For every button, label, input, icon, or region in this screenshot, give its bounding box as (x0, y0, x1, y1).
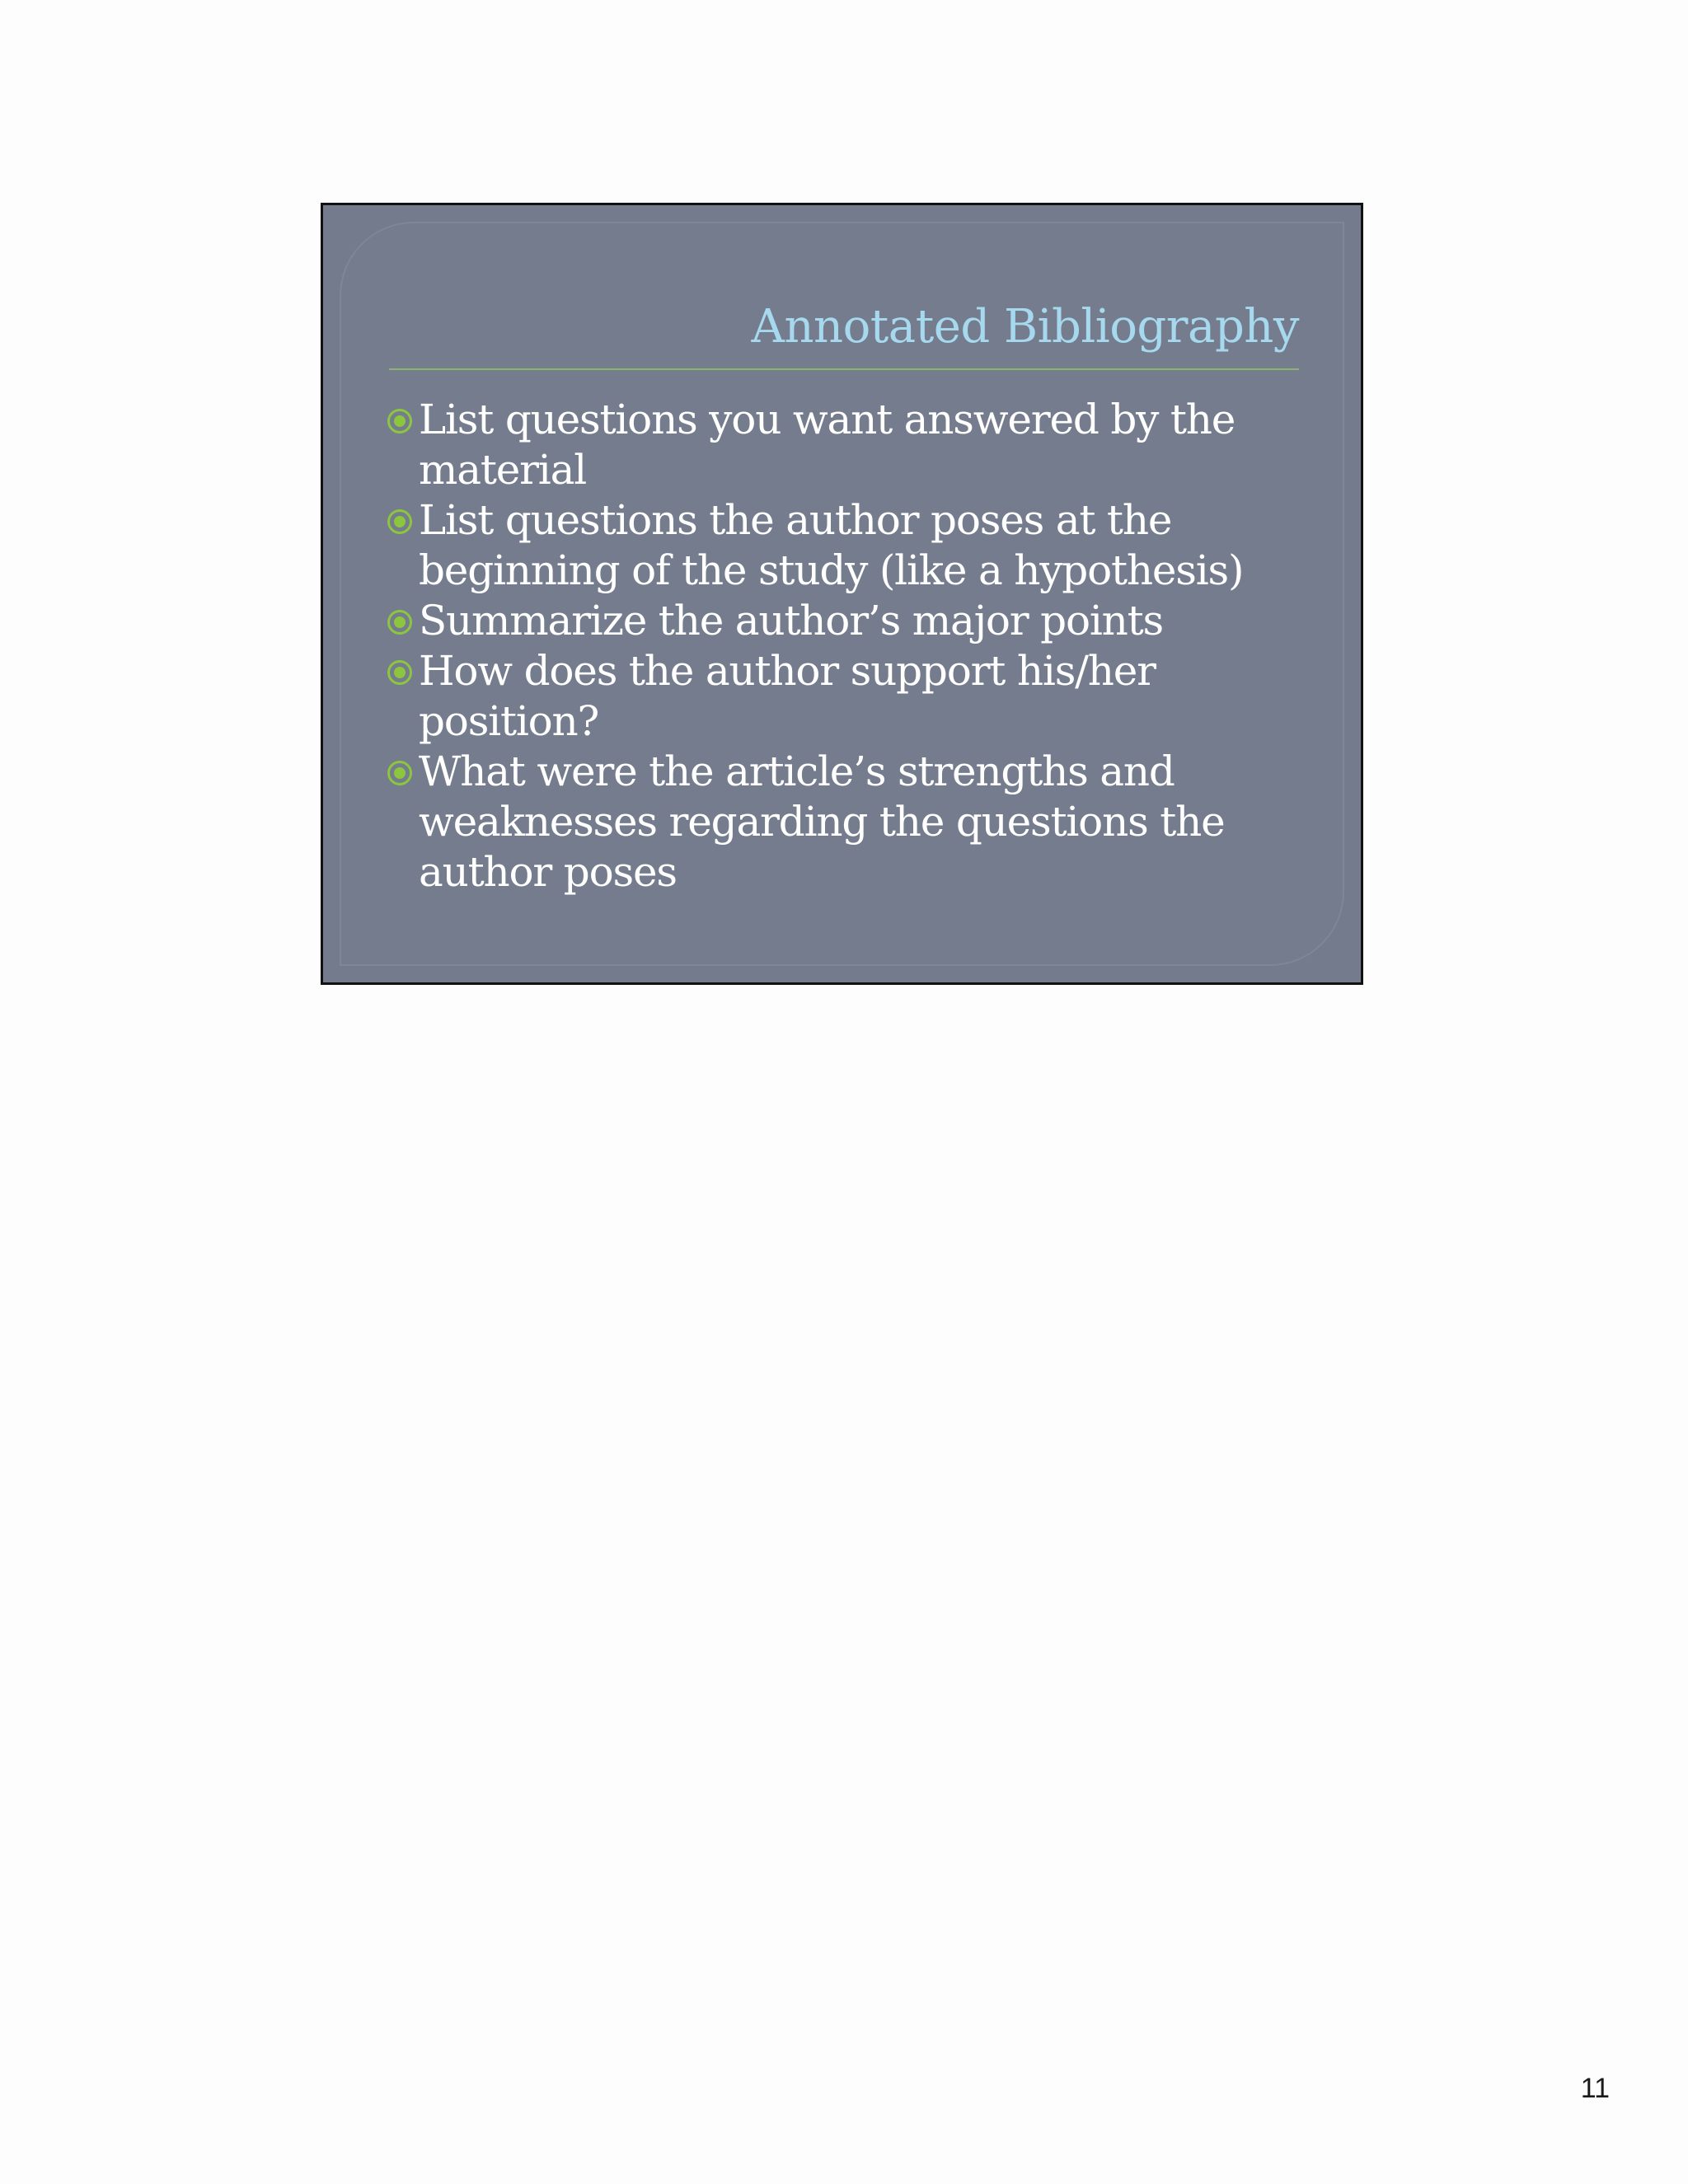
bullet-text: List questions you want answered by the material (419, 396, 1236, 494)
bullet-text: List questions the author poses at the beginning of the study (like a hypothesis) (419, 496, 1244, 594)
bullet-text: What were the article’s strengths and weaknesses regarding the questions the author poses (419, 748, 1225, 896)
bullet-item (387, 395, 1311, 495)
circled-dot-bullet-icon (387, 610, 412, 635)
circled-dot-bullet-icon (387, 409, 412, 434)
bullet-item (387, 747, 1311, 898)
bullet-item (387, 495, 1311, 596)
bullet-text: Summarize the author’s major points (419, 597, 1164, 644)
bullet-text: How does the author support his/her position? (419, 647, 1156, 745)
circled-dot-bullet-icon (387, 761, 412, 785)
page-number: 11 (1580, 2073, 1610, 2104)
bullet-item (387, 646, 1311, 747)
slide-title: Annotated Bibliography (751, 300, 1299, 354)
circled-dot-bullet-icon (387, 660, 412, 685)
bullet-list (387, 395, 1311, 898)
title-divider (389, 368, 1299, 370)
bullet-item (387, 596, 1311, 646)
slide (321, 203, 1363, 985)
circled-dot-bullet-icon (387, 509, 412, 534)
